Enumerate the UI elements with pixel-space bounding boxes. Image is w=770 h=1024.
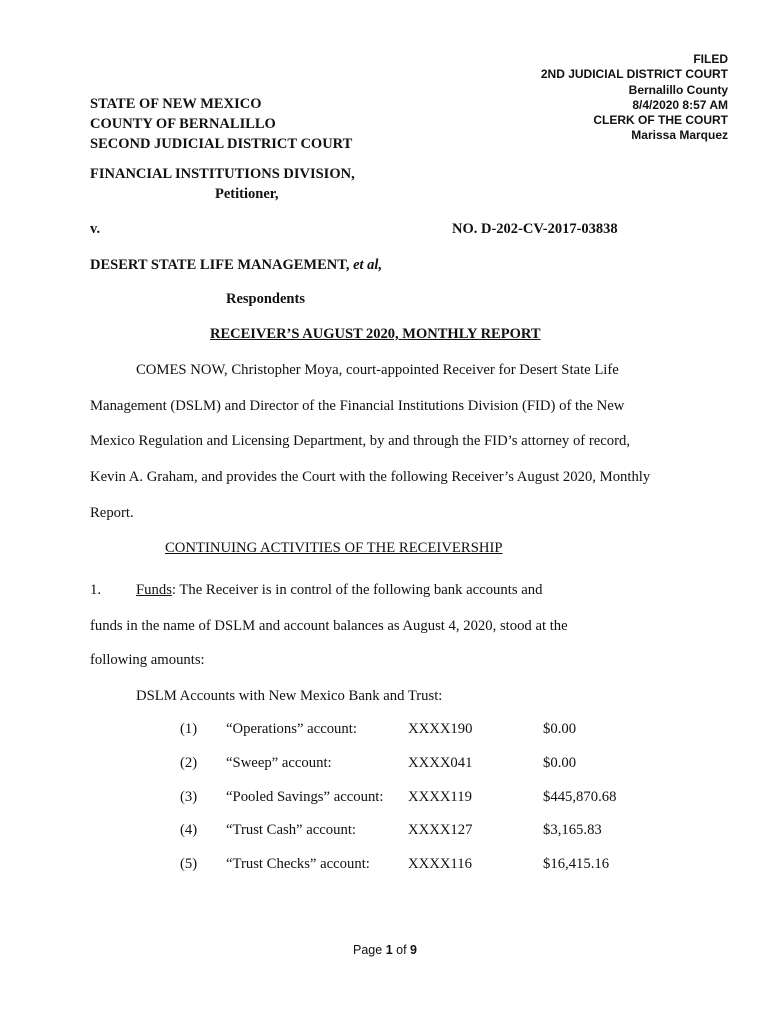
account-number-label: (4) [180, 822, 198, 838]
page-word: Page [353, 943, 386, 957]
item1-text: : The Receiver is in control of the following bank accounts and [171, 582, 543, 598]
page-footer [0, 943, 770, 957]
page-total: 9 [410, 943, 417, 957]
account-balance: $3,165.83 [543, 822, 602, 838]
account-number-label: (3) [180, 789, 198, 805]
caption-state: STATE OF NEW MEXICO [90, 96, 262, 112]
account-balance: $0.00 [543, 721, 577, 737]
accounts-heading: DSLM Accounts with New Mexico Bank and Trust: [136, 688, 443, 704]
court-caption [90, 94, 352, 154]
item1-number: 1. [90, 582, 102, 598]
intro-line-4: Kevin A. Graham, and provides the Court with the following Receiver’s August 2020, Monthly [90, 469, 651, 485]
account-number-label: (5) [180, 856, 198, 872]
filed-clerk-name: Marissa Marquez [631, 128, 728, 143]
account-name: “Trust Cash” account: [226, 822, 356, 838]
filed-clerk-title: CLERK OF THE COURT [593, 113, 728, 128]
section-heading: CONTINUING ACTIVITIES OF THE RECEIVERSHIP [165, 540, 503, 556]
account-name: “Operations” account: [226, 721, 357, 737]
intro-line-1: COMES NOW, Christopher Moya, court-appointed Receiver for Desert State Life [136, 362, 619, 378]
report-title: RECEIVER’S AUGUST 2020, MONTHLY REPORT [210, 326, 541, 342]
caption-court: SECOND JUDICIAL DISTRICT COURT [90, 136, 353, 152]
petitioner-role: Petitioner, [215, 186, 279, 202]
item1-line-3: following amounts: [90, 652, 205, 668]
filed-stamp [541, 52, 728, 144]
account-id: XXXX190 [408, 721, 473, 737]
filed-label: FILED [693, 52, 728, 66]
account-id: XXXX119 [408, 789, 472, 805]
filed-datetime: 8/4/2020 8:57 AM [632, 97, 728, 112]
intro-line-2: Management (DSLM) and Director of the Financial Institutions Division (FID) of the New [90, 398, 625, 414]
account-balance: $16,415.16 [543, 856, 610, 872]
filed-county: Bernalillo County [628, 82, 728, 97]
account-id: XXXX041 [408, 755, 473, 771]
account-name: “Trust Checks” account: [226, 856, 370, 872]
account-id: XXXX116 [408, 856, 472, 872]
account-balance: $445,870.68 [543, 789, 617, 805]
account-name: “Sweep” account: [226, 755, 332, 771]
item1-first-line [136, 582, 542, 599]
account-number-label: (2) [180, 755, 198, 771]
account-name: “Pooled Savings” account: [226, 789, 384, 805]
page-current: 1 [385, 943, 393, 957]
filed-court: 2ND JUDICIAL DISTRICT COURT [540, 67, 728, 82]
petitioner-name: FINANCIAL INSTITUTIONS DIVISION, [90, 166, 355, 182]
respondent-name [90, 257, 382, 274]
respondent-name-text: DESERT STATE LIFE MANAGEMENT, [90, 257, 350, 273]
versus-label: v. [90, 221, 101, 237]
account-number-label: (1) [180, 721, 198, 737]
intro-line-5: Report. [90, 505, 134, 521]
account-id: XXXX127 [408, 822, 473, 838]
item1-label: Funds [136, 582, 172, 598]
caption-county: COUNTY OF BERNALILLO [90, 116, 276, 132]
account-balance: $0.00 [543, 755, 577, 771]
case-number: NO. D-202-CV-2017-03838 [452, 221, 618, 237]
intro-line-3: Mexico Regulation and Licensing Department, by and through the FID’s attorney of record, [90, 433, 631, 449]
page-of-word: of [392, 943, 411, 957]
respondent-etal: et al, [353, 257, 383, 273]
respondent-role: Respondents [226, 291, 305, 307]
item1-line-2: funds in the name of DSLM and account balances as August 4, 2020, stood at the [90, 618, 568, 634]
